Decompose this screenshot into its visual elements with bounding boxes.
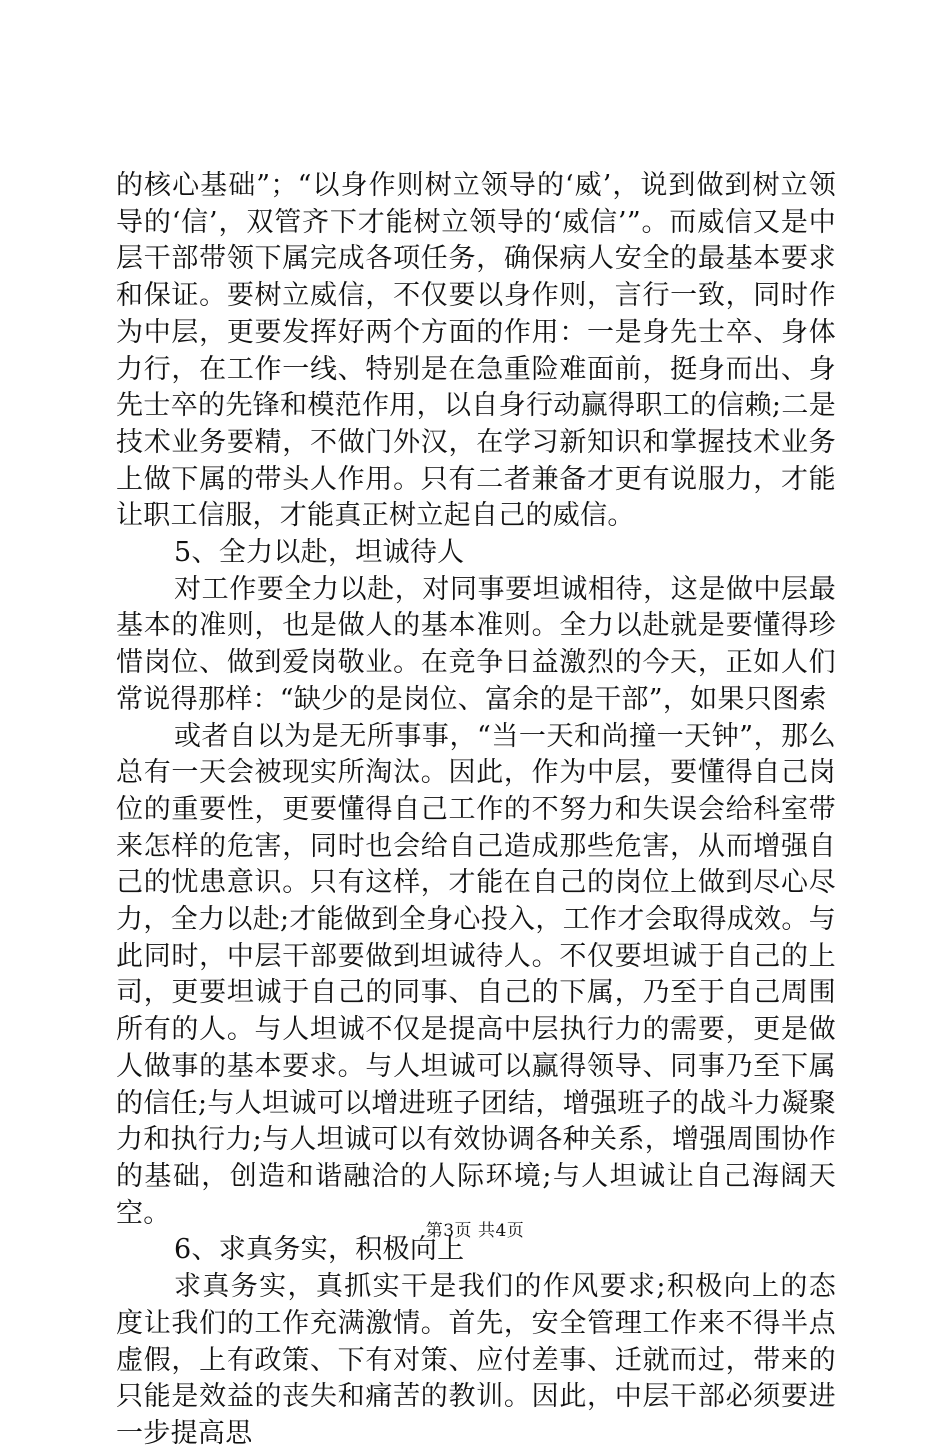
body-text <box>116 168 836 1453</box>
page-number-footer: 第3页 共4页 <box>425 1221 525 1241</box>
paragraph-4: 求真务实，真抓实干是我们的作风要求;积极向上的态度让我们的工作充满激情。首先，安全管理工作来不得半点虚假，上有政策、下有对策、应付差事、迁就而过，带来的只能是效益的丧失和痛苦的教训。因此，中层干部必须要进一步提高思 <box>116 1271 836 1449</box>
paragraph-2: 对工作要全力以赴，对同事要坦诚相待，这是做中层最基本的准则，也是做人的基本准则。全力以赴就是要懂得珍惜岗位、做到爱岗敬业。在竞争日益激烈的今天，正如人们常说得那样：“缺少的是岗位、富余的是干部”，如果只图索 <box>116 573 836 715</box>
paragraph-3: 或者自以为是无所事事，“当一天和尚撞一天钟”，那么总有一天会被现实所淘汰。因此，作为中层，要懂得自己岗位的重要性，更要懂得自己工作的不努力和失误会给科室带来怎样的危害，同时也会给自己造成那些危害，从而增强自己的忧患意识。只有这样，才能在自己的岗位上做到尽心尽力，全力以赴;才能做到全身心投入，工作才会取得成效。与此同时，中层干部要做到坦诚待人。不仅要坦诚于自己的上司，更要坦诚于自己的同事、自己的下属，乃至于自己周围所有的人。与人坦诚不仅是提高中层执行力的需要，更是做人做事的基本要求。与人坦诚可以赢得领导、同事乃至下属的信任;与人坦诚可以增进班子团结，增强班子的战斗力凝聚力和执行力;与人坦诚可以有效协调各种关系，增强周围协作的基础，创造和谐融洽的人际环境;与人坦诚让自己海阔天空。 <box>116 720 836 1229</box>
paragraph-1: 的核心基础”；“以身作则树立领导的‘威’，说到做到树立领导的‘信’，双管齐下才能树立领导的‘威信’”。而威信又是中层干部带领下属完成各项任务，确保病人安全的最基本要求和保证。要树立威信，不仅要以身作则，言行一致，同时作为中层，更要发挥好两个方面的作用：一是身先士卒、身体力行，在工作一线、特别是在急重险难面前，挺身而出、身先士卒的先锋和模范作用，以自身行动赢得职工的信赖;二是技术业务要精，不做门外汉，在学习新知识和掌握技术业务上做下属的带头人作用。只有二者兼备才更有说服力，才能让职工信服，才能真正树立起自己的威信。 <box>116 170 836 532</box>
section-heading-5: 5、全力以赴，坦诚待人 <box>174 537 465 569</box>
section-heading-6: 6、求真务实，积极向上 <box>174 1234 465 1266</box>
